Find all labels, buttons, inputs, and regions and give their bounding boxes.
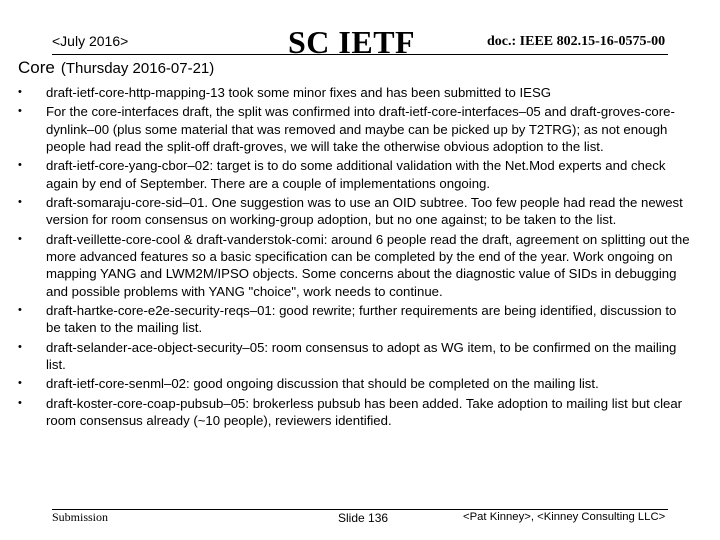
bullet-text: draft-selander-ace-object-security–05: room consensus to adopt as WG item, to be confirmed on the mailing list. — [46, 339, 677, 373]
bullet-item — [18, 103, 690, 155]
slide-title-session: (Thursday 2016-07-21) — [60, 60, 215, 77]
bullet-list — [18, 84, 690, 431]
bullet-dot: • — [18, 377, 22, 390]
slide-title — [18, 58, 214, 78]
bullet-dot: • — [18, 304, 22, 317]
bullet-item — [18, 302, 690, 337]
bullet-text: draft-ietf-core-http-mapping-13 took some minor fixes and has been submitted to IESG — [46, 85, 552, 100]
bullet-item — [18, 157, 690, 192]
footer-slide-number: Slide 136 — [338, 511, 389, 525]
footer-author: <Pat Kinney>, <Kinney Consulting LLC> — [463, 511, 666, 523]
bullet-dot: • — [18, 196, 22, 209]
bullet-text: draft-hartke-core-e2e-security-reqs–01: good rewrite; further requirements are being identified, discussion to be taken to the mailing list. — [46, 303, 677, 336]
header-doc-number: doc.: IEEE 802.15-16-0575-00 — [487, 34, 666, 49]
bullet-dot: • — [18, 105, 22, 118]
bullet-dot: • — [18, 159, 22, 172]
bullet-text: draft-somaraju-core-sid–01. One suggestion was to use an OID subtree. Too few people had read the newest version for room consensus on working-group adoption, but no one against; to be taken to the list. — [46, 195, 683, 228]
bullet-text: draft-veillette-core-cool & draft-vanderstok-comi: around 6 people read the draft, agreement on splitting out the more advanced features so a basic specification can be completed by the end of the year. Work ongoing on mapping YANG and LWM2M/IPSO objects. Some concerns about the diagnostic value of SIDs in debugging and possible problems with YANG "choice", work needs to continue. — [46, 231, 690, 299]
bullet-item — [18, 395, 690, 430]
bullet-text: draft-koster-core-coap-pubsub–05: brokerless pubsub has been added. Take adoption to mailing list but clear room consensus already (~10 people), reviewers identified. — [46, 395, 683, 429]
bullet-dot: • — [18, 232, 22, 245]
bullet-item — [18, 231, 690, 300]
bullet-dot: • — [18, 340, 22, 353]
bullet-text: For the core-interfaces draft, the split was confirmed into draft-ietf-core-interfaces–05 and draft-groves-core-dynlink–00 (plus some material that was removed and maybe can be picked up by T2TRG); as not enough people had read the split-off draft-groves, we will take the otherwise obvious adoption to the list. — [46, 104, 675, 154]
bullet-item — [18, 375, 690, 392]
bullet-item — [18, 84, 690, 101]
header-logo: SC IETF — [288, 24, 416, 60]
bullet-dot: • — [18, 396, 22, 409]
header-rule — [52, 54, 668, 55]
header-date: <July 2016> — [52, 33, 129, 49]
bullet-dot: • — [18, 86, 22, 98]
footer-rule — [52, 509, 668, 510]
bullet-item — [18, 194, 690, 229]
footer-submission: Submission — [52, 510, 109, 524]
bullet-text: draft-ietf-core-senml–02: good ongoing discussion that should be completed on the mailing list. — [46, 376, 599, 392]
bullet-text: draft-ietf-core-yang-cbor–02: target is to do some additional validation with the Net.Mod experts and check again by end of September. There are a couple of implementations ongoing. — [46, 158, 666, 191]
bullet-item — [18, 339, 690, 374]
slide-title-main: Core — [18, 58, 55, 77]
